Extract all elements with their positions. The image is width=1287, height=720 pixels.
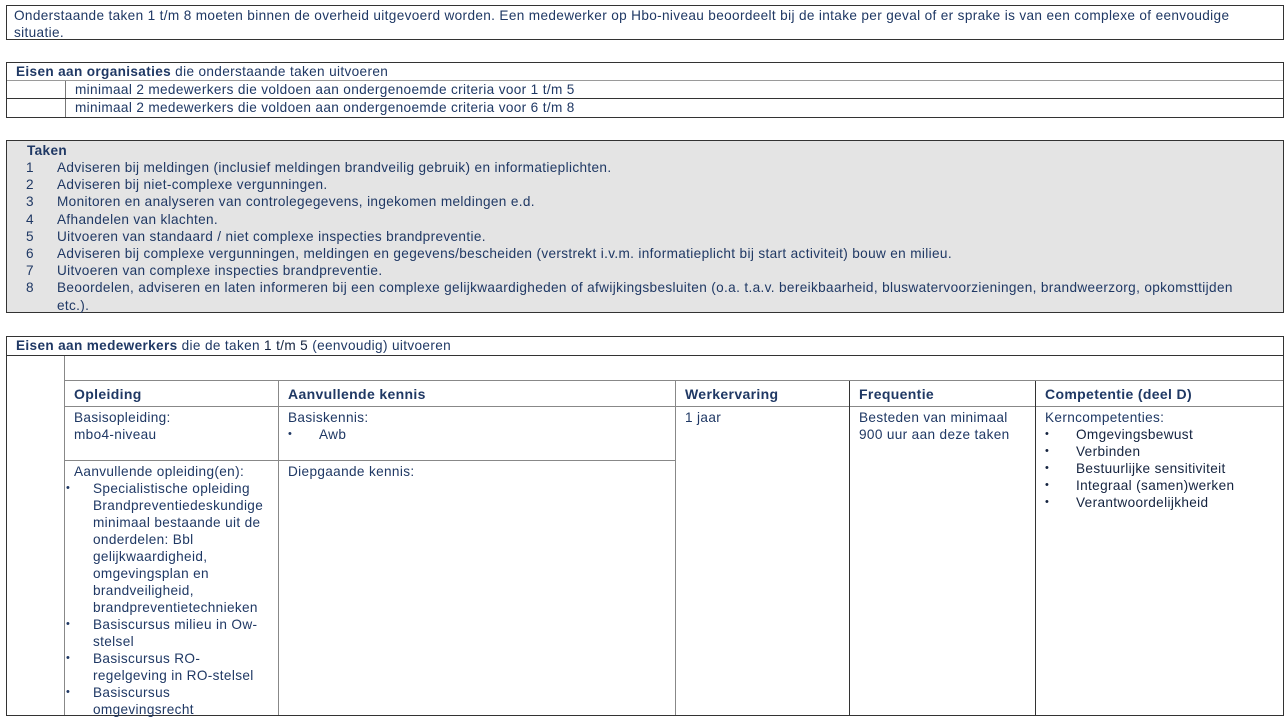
basisopleiding-value: mbo4-niveau [74,427,157,442]
taak-number: 6 [26,246,34,262]
kerncompetentie-item: • Omgevingsbewust [1045,426,1284,443]
basisopleiding-label: Basisopleiding: [74,410,171,425]
taken-title: Taken [27,143,68,158]
aanvullende-opleiding-item: • Basiscursus RO-regelgeving in RO-stelsel [66,650,274,684]
basiskennis-list [288,426,675,443]
werkervaring-value: 1 jaar [685,410,722,425]
taak-text: Adviseren bij meldingen (inclusief meldingen brandveilig gebruik) en informatieplichten. [57,160,612,175]
taak-item [7,245,1283,262]
aanvullende-opleiding-list [66,480,274,718]
kerncompetenties-label: Kerncompetenties: [1045,410,1165,425]
column-header-opleiding: Opleiding [74,386,142,402]
frequentie-cell [850,407,1025,443]
taak-text: Monitoren en analyseren van controlegegevens, ingekomen meldingen e.d. [57,194,535,210]
aanvullende-opleiding-item: • Basiscursus milieu in Ow-stelsel [66,616,274,650]
basiskennis-label: Basiskennis: [288,410,369,425]
medewerkers-table [6,336,1284,716]
taak-text: Uitvoeren van complexe inspecties brandpreventie. [57,263,383,279]
kennis-diepgaand-cell [279,461,675,480]
taak-text: Beoordelen, adviseren en laten informeren bij een complexe gelijkwaardigheden of afwijkingsbesluiten (o.a. t.a.v. bereikbaarheid, bluswatervoorzieningen, brandweerzorg, opkomsttijden etc.). [57,280,1233,313]
taak-item [7,193,1283,210]
taak-number: 5 [26,228,34,244]
taak-number: 8 [26,280,34,296]
organisaties-row [7,81,1283,99]
medewerkers-left-blank-column [7,356,65,715]
taak-text: Adviseren bij complexe vergunningen, meldingen en gegevens/bescheiden (verstrekt i.v.m. informatieplicht bij start activiteit) bouw en milieu. [57,246,952,262]
column-header-competentie: Competentie (deel D) [1045,386,1193,402]
organisaties-table [6,62,1284,118]
werkervaring-cell [676,407,849,426]
medewerkers-title-rest: (eenvoudig) uitvoeren [308,338,452,353]
aanvullende-opleiding-item: • Specialistische opleiding Brandpreventiedeskundige minimaal bestaande uit de onderdelen: Bbl gelijkwaardigheid, omgevingsplan en brandveiligheid, brandpreventietechnieken [66,480,274,616]
column-header-werkervaring: Werkervaring [685,386,779,402]
kerncompetentie-item: • Bestuurlijke sensitiviteit [1045,460,1284,477]
taak-number: 4 [26,211,34,227]
opleiding-aanvullend-cell [65,461,278,718]
col-divider [675,381,676,715]
taak-text: Adviseren bij niet-complexe vergunningen. [57,177,328,193]
medewerkers-spacer-row [65,356,1283,381]
organisaties-row-text: minimaal 2 medewerkers die voldoen aan ondergenoemde criteria voor 6 t/m 8 [75,100,575,115]
frequentie-value: Besteden van minimaal 900 uur aan deze taken [859,410,1010,442]
organisaties-title-rest: die onderstaande taken uitvoeren [171,64,389,79]
column-header-aanvullende-kennis: Aanvullende kennis [288,386,426,402]
medewerkers-header [7,337,1283,356]
column-header-frequentie: Frequentie [859,386,935,402]
taak-number: 7 [26,263,34,279]
kerncompetentie-item: • Integraal (samen)werken [1045,477,1284,494]
taak-item [7,176,1283,193]
taak-number: 3 [26,194,34,210]
intro-box [6,5,1284,40]
kerncompetentie-item: • Verantwoordelijkheid [1045,494,1284,511]
taken-box [6,140,1284,313]
taak-item [7,262,1283,279]
intro-text: Onderstaande taken 1 t/m 8 moeten binnen de overheid uitgevoerd worden. Een medewerker op Hbo-niveau beoordeelt bij de intake per geval of er sprake is van een complexe of eenvoudige situatie. [14,8,1230,40]
kerncompetentie-item: • Verbinden [1045,443,1284,460]
medewerkers-title-range: 1 t/m 5 [264,338,309,353]
organisaties-row-blank-cell [7,99,66,117]
kerncompetenties-list [1045,426,1284,511]
organisaties-row-text: minimaal 2 medewerkers die voldoen aan ondergenoemde criteria voor 1 t/m 5 [75,82,575,97]
medewerkers-title-mid: die de taken [177,338,265,353]
organisaties-row-blank-cell [7,81,66,98]
opleiding-basis-cell [65,407,278,443]
medewerkers-title-bold: Eisen aan medewerkers [16,338,178,353]
diepgaande-kennis-label: Diepgaande kennis: [288,464,415,479]
taak-text: Uitvoeren van standaard / niet complexe inspecties brandpreventie. [57,228,486,244]
taak-item [7,211,1283,228]
taak-item [7,228,1283,245]
taak-number: 1 [26,160,34,175]
organisaties-header [7,63,1283,81]
aanvullende-opleiding-item: • Basiscursus omgevingsrecht [66,684,274,718]
taak-text: Afhandelen van klachten. [57,211,219,227]
taak-item [7,159,1283,176]
taken-list [7,159,1283,314]
organisaties-row [7,99,1283,117]
taak-number: 2 [26,177,34,193]
kennis-basis-cell [279,407,675,443]
taak-item [7,279,1283,313]
basiskennis-item: • Awb [288,426,675,443]
competentie-cell [1036,407,1284,511]
organisaties-title-bold: Eisen aan organisaties [16,64,172,79]
aanvullende-opleiding-label: Aanvullende opleiding(en): [74,464,245,479]
